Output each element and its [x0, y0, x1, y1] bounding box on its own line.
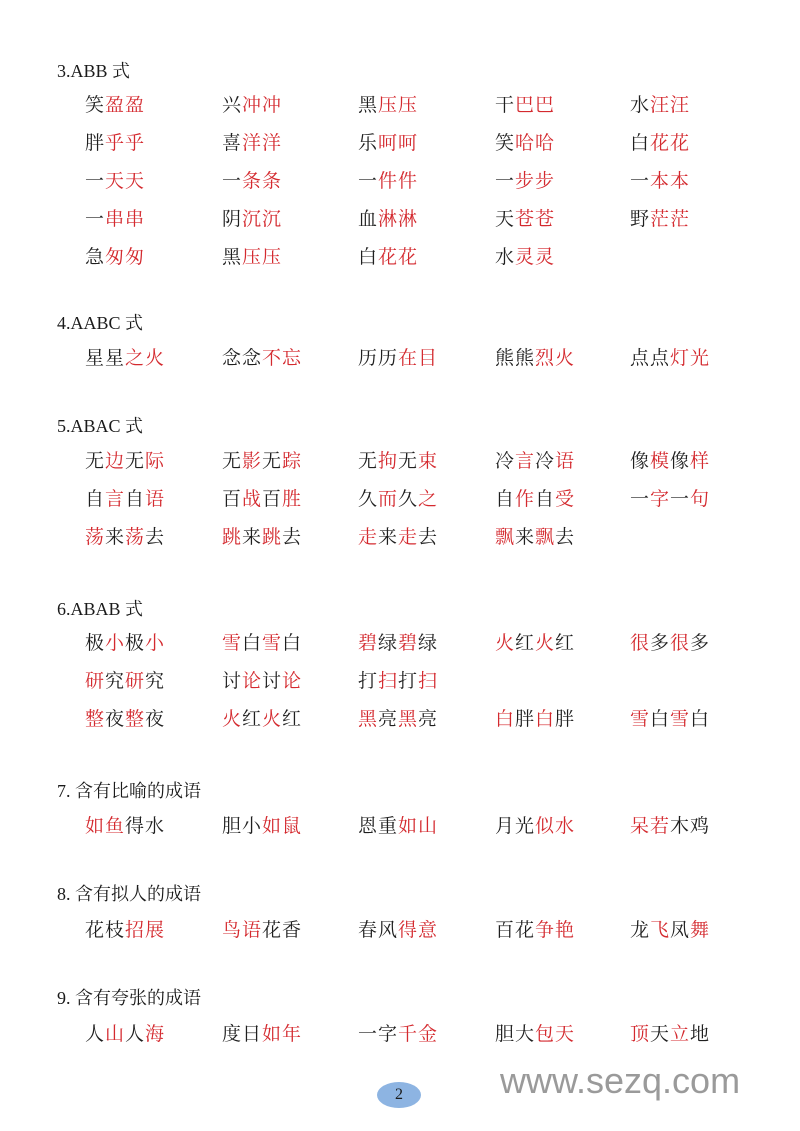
idiom-item: [222, 130, 282, 156]
idiom-row: [0, 524, 800, 550]
plain-chars: 花香: [262, 919, 303, 941]
highlighted-chars: 整: [85, 708, 106, 730]
idiom-item: [222, 345, 302, 371]
plain-chars: 春风: [358, 919, 399, 941]
idiom-item: [630, 813, 710, 839]
idiom-item: [630, 345, 710, 371]
highlighted-chars: 研: [125, 670, 146, 692]
highlighted-chars: 火: [535, 632, 556, 654]
highlighted-chars: 走: [398, 526, 419, 548]
idiom-item: [358, 524, 438, 550]
plain-chars: 笑: [85, 94, 106, 116]
highlighted-chars: 立: [670, 1023, 691, 1045]
plain-chars: 一字: [358, 1023, 399, 1045]
highlighted-chars: 之火: [125, 347, 166, 369]
idiom-item: [85, 345, 165, 371]
highlighted-chars: 哈哈: [515, 132, 556, 154]
plain-chars: 白: [282, 632, 303, 654]
highlighted-chars: 海: [145, 1023, 166, 1045]
plain-chars: 凤: [670, 919, 691, 941]
idiom-item: [358, 206, 418, 232]
idiom-item: [222, 706, 302, 732]
highlighted-chars: 黑: [358, 708, 379, 730]
highlighted-chars: 雪: [222, 632, 243, 654]
plain-chars: 人: [125, 1023, 146, 1045]
plain-chars: 一: [630, 170, 651, 192]
idiom-item: [630, 168, 690, 194]
highlighted-chars: 呆若: [630, 815, 671, 837]
highlighted-chars: 得意: [398, 919, 439, 941]
plain-chars: 胖: [85, 132, 106, 154]
plain-chars: 来: [105, 526, 126, 548]
plain-chars: 久: [358, 488, 379, 510]
highlighted-chars: 飘: [495, 526, 516, 548]
idiom-item: [630, 130, 690, 156]
highlighted-chars: 步步: [515, 170, 556, 192]
plain-chars: 红: [282, 708, 303, 730]
idiom-item: [630, 448, 710, 474]
plain-chars: 亮: [418, 708, 439, 730]
plain-chars: 来: [378, 526, 399, 548]
highlighted-chars: 论: [242, 670, 263, 692]
plain-chars: 无: [358, 450, 379, 472]
idiom-row: [0, 917, 800, 943]
plain-chars: 红: [242, 708, 263, 730]
plain-chars: 无: [125, 450, 146, 472]
plain-chars: 究: [145, 670, 166, 692]
plain-chars: 一: [85, 208, 106, 230]
plain-chars: 亮: [378, 708, 399, 730]
highlighted-chars: 千金: [398, 1023, 439, 1045]
highlighted-chars: 碧: [358, 632, 379, 654]
plain-chars: 阴: [222, 208, 243, 230]
highlighted-chars: 苍苍: [515, 208, 556, 230]
idiom-row: [0, 92, 800, 118]
idiom-row: [0, 1021, 800, 1047]
idiom-item: [495, 524, 575, 550]
highlighted-chars: 束: [418, 450, 439, 472]
plain-chars: 无: [262, 450, 283, 472]
plain-chars: 自: [85, 488, 106, 510]
idiom-item: [222, 92, 282, 118]
highlighted-chars: 很: [670, 632, 691, 654]
plain-chars: 天: [495, 208, 516, 230]
section-title: 9. 含有夸张的成语: [57, 988, 201, 1008]
idiom-item: [222, 486, 302, 512]
idiom-item: [222, 244, 282, 270]
highlighted-chars: 雪: [630, 708, 651, 730]
idiom-row: [0, 813, 800, 839]
plain-chars: 去: [145, 526, 166, 548]
idiom-item: [85, 917, 165, 943]
plain-chars: 像: [670, 450, 691, 472]
plain-chars: 红: [555, 632, 576, 654]
highlighted-chars: 包天: [535, 1023, 576, 1045]
highlighted-chars: 不忘: [262, 347, 303, 369]
plain-chars: 百: [222, 488, 243, 510]
highlighted-chars: 研: [85, 670, 106, 692]
plain-chars: 胆大: [495, 1023, 536, 1045]
idiom-row: [0, 706, 800, 732]
idiom-item: [222, 168, 282, 194]
highlighted-chars: 天天: [105, 170, 146, 192]
plain-chars: 绿: [378, 632, 399, 654]
idiom-row: [0, 244, 800, 270]
plain-chars: 乐: [358, 132, 379, 154]
highlighted-chars: 作: [515, 488, 536, 510]
idiom-item: [358, 244, 418, 270]
idiom-item: [85, 486, 165, 512]
highlighted-chars: 压压: [378, 94, 419, 116]
plain-chars: 白: [650, 708, 671, 730]
highlighted-chars: 际: [145, 450, 166, 472]
highlighted-chars: 巴巴: [515, 94, 556, 116]
idiom-item: [495, 244, 555, 270]
plain-chars: 夜: [105, 708, 126, 730]
plain-chars: 血: [358, 208, 379, 230]
plain-chars: 讨: [222, 670, 243, 692]
highlighted-chars: 洋洋: [242, 132, 283, 154]
plain-chars: 百: [262, 488, 283, 510]
idiom-item: [85, 1021, 165, 1047]
highlighted-chars: 黑: [398, 708, 419, 730]
highlighted-chars: 扫: [378, 670, 399, 692]
page-number-badge: 2: [377, 1082, 421, 1108]
idiom-item: [85, 168, 145, 194]
idiom-row: [0, 448, 800, 474]
idiom-item: [222, 630, 302, 656]
highlighted-chars: 招展: [125, 919, 166, 941]
idiom-item: [358, 1021, 438, 1047]
plain-chars: 点点: [630, 347, 671, 369]
highlighted-chars: 冲冲: [242, 94, 283, 116]
plain-chars: 龙: [630, 919, 651, 941]
highlighted-chars: 火: [222, 708, 243, 730]
highlighted-chars: 匆匆: [105, 246, 146, 268]
idiom-item: [495, 813, 575, 839]
plain-chars: 自: [495, 488, 516, 510]
highlighted-chars: 压压: [242, 246, 283, 268]
highlighted-chars: 胜: [282, 488, 303, 510]
plain-chars: 一: [670, 488, 691, 510]
highlighted-chars: 火: [495, 632, 516, 654]
plain-chars: 胖: [515, 708, 536, 730]
plain-chars: 自: [535, 488, 556, 510]
highlighted-chars: 论: [282, 670, 303, 692]
highlighted-chars: 战: [242, 488, 263, 510]
highlighted-chars: 如年: [262, 1023, 303, 1045]
idiom-item: [630, 630, 710, 656]
plain-chars: 干: [495, 94, 516, 116]
highlighted-chars: 模: [650, 450, 671, 472]
idiom-item: [495, 92, 555, 118]
highlighted-chars: 呵呵: [378, 132, 419, 154]
plain-chars: 水: [495, 246, 516, 268]
highlighted-chars: 串串: [105, 208, 146, 230]
highlighted-chars: 言: [515, 450, 536, 472]
highlighted-chars: 飘: [535, 526, 556, 548]
highlighted-chars: 语: [555, 450, 576, 472]
plain-chars: 来: [515, 526, 536, 548]
plain-chars: 究: [105, 670, 126, 692]
plain-chars: 一: [222, 170, 243, 192]
idiom-item: [358, 668, 438, 694]
highlighted-chars: 白: [495, 708, 516, 730]
idiom-item: [495, 1021, 575, 1047]
highlighted-chars: 花花: [378, 246, 419, 268]
section-title: 4.AABC 式: [57, 313, 144, 333]
highlighted-chars: 很: [630, 632, 651, 654]
section-title: 3.ABB 式: [57, 61, 131, 81]
plain-chars: 白: [630, 132, 651, 154]
plain-chars: 得水: [125, 815, 166, 837]
idiom-item: [85, 244, 145, 270]
plain-chars: 多: [650, 632, 671, 654]
idiom-item: [358, 448, 438, 474]
plain-chars: 野: [630, 208, 651, 230]
highlighted-chars: 字: [650, 488, 671, 510]
idiom-item: [630, 917, 710, 943]
idiom-item: [85, 524, 165, 550]
section-title: 6.ABAB 式: [57, 599, 144, 619]
idiom-item: [358, 486, 438, 512]
highlighted-chars: 灵灵: [515, 246, 556, 268]
plain-chars: 白: [690, 708, 711, 730]
idiom-item: [222, 448, 302, 474]
idiom-item: [358, 168, 418, 194]
highlighted-chars: 句: [690, 488, 711, 510]
idiom-item: [495, 486, 575, 512]
plain-chars: 白: [358, 246, 379, 268]
highlighted-chars: 跳: [262, 526, 283, 548]
idiom-item: [358, 630, 438, 656]
idiom-row: [0, 486, 800, 512]
highlighted-chars: 乎乎: [105, 132, 146, 154]
idiom-item: [358, 345, 438, 371]
section-title: 8. 含有拟人的成语: [57, 884, 201, 904]
plain-chars: 极: [125, 632, 146, 654]
plain-chars: 度日: [222, 1023, 263, 1045]
idiom-row: [0, 345, 800, 371]
highlighted-chars: 火: [262, 708, 283, 730]
idiom-item: [495, 345, 575, 371]
plain-chars: 讨: [262, 670, 283, 692]
idiom-row: [0, 168, 800, 194]
plain-chars: 自: [125, 488, 146, 510]
idiom-item: [85, 668, 165, 694]
idiom-item: [495, 168, 555, 194]
plain-chars: 恩重: [358, 815, 399, 837]
idiom-item: [222, 813, 302, 839]
plain-chars: 一: [630, 488, 651, 510]
idiom-item: [630, 206, 690, 232]
section-title: 5.ABAC 式: [57, 416, 144, 436]
plain-chars: 兴: [222, 94, 243, 116]
plain-chars: 熊熊: [495, 347, 536, 369]
highlighted-chars: 跳: [222, 526, 243, 548]
highlighted-chars: 影: [242, 450, 263, 472]
idiom-item: [85, 92, 145, 118]
highlighted-chars: 白: [535, 708, 556, 730]
highlighted-chars: 花花: [650, 132, 691, 154]
idiom-item: [358, 92, 418, 118]
idiom-item: [495, 630, 575, 656]
highlighted-chars: 荡: [125, 526, 146, 548]
plain-chars: 黑: [222, 246, 243, 268]
plain-chars: 黑: [358, 94, 379, 116]
idiom-row: [0, 630, 800, 656]
highlighted-chars: 飞: [650, 919, 671, 941]
highlighted-chars: 雪: [262, 632, 283, 654]
plain-chars: 极: [85, 632, 106, 654]
plain-chars: 急: [85, 246, 106, 268]
plain-chars: 去: [418, 526, 439, 548]
plain-chars: 念念: [222, 347, 263, 369]
highlighted-chars: 如山: [398, 815, 439, 837]
highlighted-chars: 件件: [378, 170, 419, 192]
idiom-item: [85, 206, 145, 232]
idiom-row: [0, 130, 800, 156]
highlighted-chars: 舞: [690, 919, 711, 941]
highlighted-chars: 顶: [630, 1023, 651, 1045]
highlighted-chars: 汪汪: [650, 94, 691, 116]
highlighted-chars: 茫茫: [650, 208, 691, 230]
idiom-item: [85, 706, 165, 732]
highlighted-chars: 沉沉: [242, 208, 283, 230]
highlighted-chars: 而: [378, 488, 399, 510]
idiom-item: [222, 1021, 302, 1047]
idiom-item: [495, 206, 555, 232]
highlighted-chars: 淋淋: [378, 208, 419, 230]
plain-chars: 白: [242, 632, 263, 654]
idiom-item: [495, 130, 555, 156]
plain-chars: 冷: [535, 450, 556, 472]
plain-chars: 冷: [495, 450, 516, 472]
plain-chars: 来: [242, 526, 263, 548]
idiom-item: [85, 813, 165, 839]
plain-chars: 打: [358, 670, 379, 692]
idiom-item: [222, 524, 302, 550]
plain-chars: 月光: [495, 815, 536, 837]
idiom-item: [222, 206, 282, 232]
idiom-row: [0, 668, 800, 694]
highlighted-chars: 踪: [282, 450, 303, 472]
plain-chars: 天: [650, 1023, 671, 1045]
highlighted-chars: 走: [358, 526, 379, 548]
plain-chars: 胆小: [222, 815, 263, 837]
highlighted-chars: 扫: [418, 670, 439, 692]
highlighted-chars: 盈盈: [105, 94, 146, 116]
highlighted-chars: 小: [105, 632, 126, 654]
plain-chars: 多: [690, 632, 711, 654]
plain-chars: 一: [358, 170, 379, 192]
idiom-row: [0, 206, 800, 232]
highlighted-chars: 烈火: [535, 347, 576, 369]
highlighted-chars: 似水: [535, 815, 576, 837]
highlighted-chars: 争艳: [535, 919, 576, 941]
plain-chars: 像: [630, 450, 651, 472]
idiom-item: [358, 130, 418, 156]
highlighted-chars: 山: [105, 1023, 126, 1045]
plain-chars: 喜: [222, 132, 243, 154]
highlighted-chars: 拘: [378, 450, 399, 472]
plain-chars: 久: [398, 488, 419, 510]
highlighted-chars: 样: [690, 450, 711, 472]
plain-chars: 花枝: [85, 919, 126, 941]
plain-chars: 打: [398, 670, 419, 692]
idiom-item: [630, 706, 710, 732]
plain-chars: 去: [555, 526, 576, 548]
idiom-item: [358, 917, 438, 943]
idiom-item: [358, 706, 438, 732]
idiom-item: [85, 630, 165, 656]
plain-chars: 木鸡: [670, 815, 711, 837]
idiom-item: [358, 813, 438, 839]
plain-chars: 水: [630, 94, 651, 116]
plain-chars: 胖: [555, 708, 576, 730]
highlighted-chars: 之: [418, 488, 439, 510]
plain-chars: 去: [282, 526, 303, 548]
idiom-item: [222, 917, 302, 943]
highlighted-chars: 鸟语: [222, 919, 263, 941]
idiom-item: [85, 130, 145, 156]
highlighted-chars: 言: [105, 488, 126, 510]
highlighted-chars: 雪: [670, 708, 691, 730]
highlighted-chars: 条条: [242, 170, 283, 192]
idiom-item: [85, 448, 165, 474]
highlighted-chars: 碧: [398, 632, 419, 654]
plain-chars: 无: [85, 450, 106, 472]
idiom-item: [495, 448, 575, 474]
highlighted-chars: 如鱼: [85, 815, 126, 837]
watermark: www.sezq.com: [500, 1060, 741, 1101]
plain-chars: 地: [690, 1023, 711, 1045]
idiom-item: [495, 706, 575, 732]
plain-chars: 笑: [495, 132, 516, 154]
section-title: 7. 含有比喻的成语: [57, 781, 201, 801]
plain-chars: 星星: [85, 347, 126, 369]
idiom-item: [222, 668, 302, 694]
plain-chars: 百花: [495, 919, 536, 941]
plain-chars: 人: [85, 1023, 106, 1045]
idiom-item: [495, 917, 575, 943]
plain-chars: 红: [515, 632, 536, 654]
plain-chars: 历历: [358, 347, 399, 369]
highlighted-chars: 本本: [650, 170, 691, 192]
plain-chars: 夜: [145, 708, 166, 730]
plain-chars: 无: [398, 450, 419, 472]
highlighted-chars: 整: [125, 708, 146, 730]
idiom-item: [630, 92, 690, 118]
highlighted-chars: 边: [105, 450, 126, 472]
highlighted-chars: 在目: [398, 347, 439, 369]
highlighted-chars: 语: [145, 488, 166, 510]
highlighted-chars: 如鼠: [262, 815, 303, 837]
plain-chars: 一: [495, 170, 516, 192]
idiom-item: [630, 1021, 710, 1047]
plain-chars: 无: [222, 450, 243, 472]
highlighted-chars: 小: [145, 632, 166, 654]
plain-chars: 绿: [418, 632, 439, 654]
highlighted-chars: 受: [555, 488, 576, 510]
plain-chars: 一: [85, 170, 106, 192]
highlighted-chars: 荡: [85, 526, 106, 548]
idiom-item: [630, 486, 710, 512]
highlighted-chars: 灯光: [670, 347, 711, 369]
